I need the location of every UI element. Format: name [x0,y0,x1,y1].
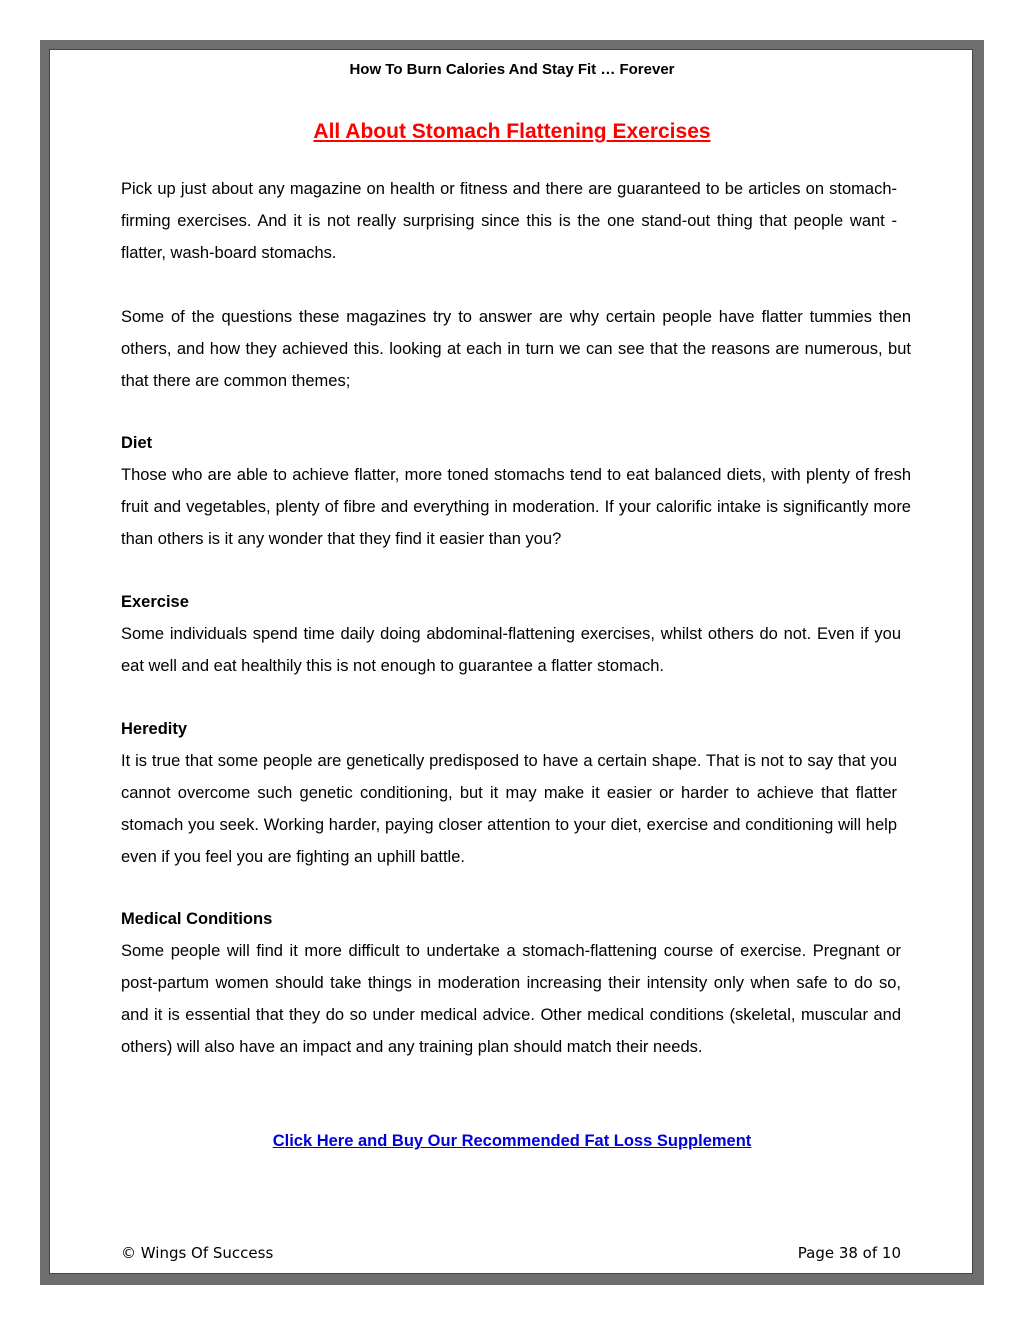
running-header: How To Burn Calories And Stay Fit … Forever [349,61,675,78]
footer-copyright: © Wings Of Success [121,1244,274,1262]
section-heading-exercise: Exercise [121,593,189,611]
section-body-diet: Those who are able to achieve flatter, more toned stomachs tend to eat balanced diets, with plenty of fresh fruit and vegetables, plenty of fibre and everything in moderation. If your calorific intake is significantly more than others is it any wonder that they find it easier than you? [121,466,911,548]
intro-paragraph-1: Pick up just about any magazine on health or fitness and there are guaranteed to be articles on stomach-firming exercises. And it is not really surprising since this is the one stand-out thing that people want - flatter, wash-board stomachs. [121,180,897,262]
footer-page-number: Page 38 of 10 [797,1244,901,1262]
section-heading-heredity: Heredity [121,720,188,738]
buy-supplement-link[interactable]: Click Here and Buy Our Recommended Fat Loss Supplement [272,1132,752,1150]
section-heading-medical-conditions: Medical Conditions [121,910,273,928]
article-title: All About Stomach Flattening Exercises [313,120,711,143]
section-body-heredity: It is true that some people are genetically predisposed to have a certain shape. That is not to say that you cannot overcome such genetic conditioning, but it may make it easier or harder to achieve that flatter stomach you seek. Working harder, paying closer attention to your diet, exercise and conditioning will help even if you feel you are fighting an uphill battle. [121,752,897,866]
intro-paragraph-2: Some of the questions these magazines try to answer are why certain people have flatter tummies then others, and how they achieved this. looking at each in turn we can see that the reasons are numerous, but that there are common themes; [121,308,911,390]
section-body-exercise: Some individuals spend time daily doing abdominal-flattening exercises, whilst others do not. Even if you eat well and eat healthily this is not enough to guarantee a flatter stomach. [121,625,901,675]
section-heading-diet: Diet [121,434,153,452]
section-body-medical-conditions: Some people will find it more difficult to undertake a stomach-flattening course of exercise. Pregnant or post-partum women should take things in moderation increasing their intensity only when safe to do so, and it is essential that they do so under medical advice. Other medical conditions (skeletal, muscular and others) will also have an impact and any training plan should match their needs. [121,942,901,1056]
